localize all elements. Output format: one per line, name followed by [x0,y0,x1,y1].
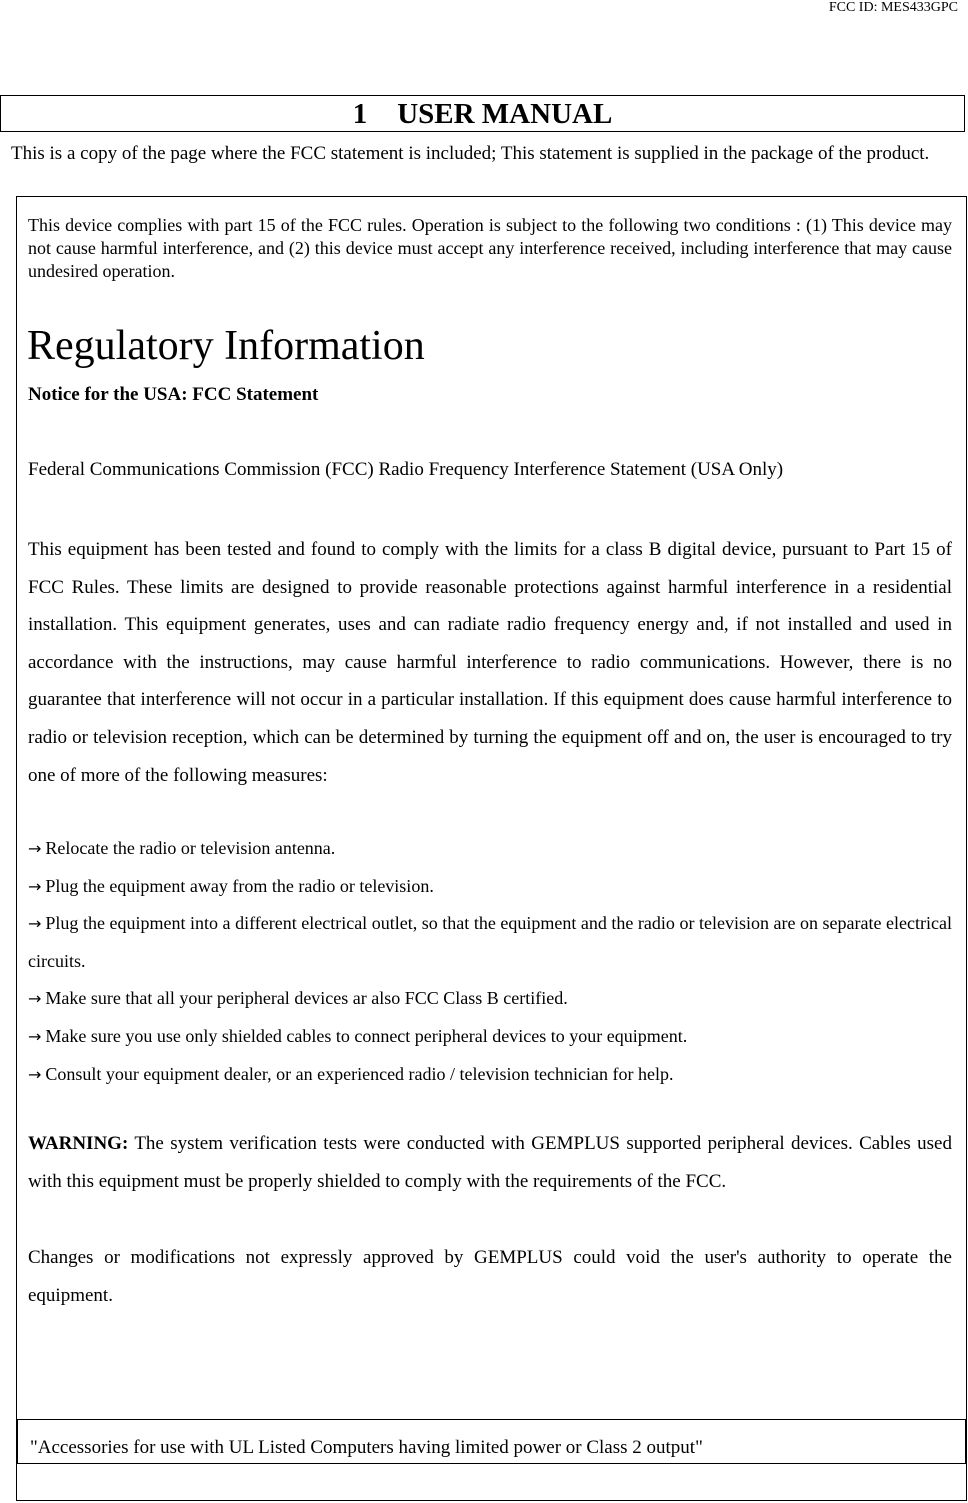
arrow-right-icon: → [28,876,42,896]
section-title-text: USER MANUAL [397,98,613,130]
list-item: → Relocate the radio or television antenna. [28,838,336,858]
list-item: → Consult your equipment dealer, or an experienced radio / television technician for help. [28,1063,674,1084]
arrow-right-icon: → [28,1064,42,1084]
warning-label: WARNING: [28,1133,129,1154]
arrow-right-icon: → [28,989,42,1009]
list-item: → Make sure you use only shielded cables to connect peripheral devices to your equipment. [28,1025,688,1046]
notice-heading: Notice for the USA: FCC Statement [28,384,319,405]
arrow-right-icon: → [28,1026,42,1046]
warning-text: The system verification tests were conducted with GEMPLUS supported peripheral devices. Cables used with this equipment must be properly shielded to comply with the requirements of the FCC. [28,1133,952,1192]
compliance-statement: This device complies with part 15 of the FCC rules. Operation is subject to the following two conditions : (1) This device may not cause harmful interference, and (2) this device must accept any interference received, including interference that may cause undesired operation. [28,215,952,281]
changes-paragraph: Changes or modifications not expressly approved by GEMPLUS could void the user's authority to operate the equipment. [28,1247,952,1306]
intro-text: This is a copy of the page where the FCC statement is included; This statement is supplied in the package of the product. [11,143,930,164]
list-item: → Plug the equipment into a different electrical outlet, so that the equipment and the radio or television are on separate electrical circuits. [28,913,952,971]
section-number: 1 [352,98,368,130]
list-item: → Plug the equipment away from the radio or television. [28,875,434,896]
ul-accessories-note: "Accessories for use with UL Listed Computers having limited power or Class 2 output" [17,1419,966,1464]
regulatory-heading: Regulatory Information [27,323,425,369]
arrow-right-icon: → [28,914,42,934]
measures-list [28,830,952,1093]
list-item: → Make sure that all your peripheral devices ar also FCC Class B certified. [28,988,568,1009]
section-title [0,95,965,132]
arrow-right-icon: → [28,839,42,858]
fcc-statement-box [16,196,967,1501]
fcc-interference-title: Federal Communications Commission (FCC) Radio Frequency Interference Statement (USA Only) [28,459,784,480]
fcc-body-paragraph: This equipment has been tested and found to comply with the limits for a class B digital device, pursuant to Part 15 of FCC Rules. These limits are designed to provide reasonable protections against harmful interference in a residential installation. This equipment generates, uses and can radiate radio frequency energy and, if not installed and used in accordance with the instructions, may cause harmful interference to radio communications. However, there is no guarantee that interference will not occur in a particular installation. If this equipment does cause harmful interference to radio or television reception, which can be determined by turning the equipment off and on, the user is encouraged to try one of more of the following measures: [28,539,952,786]
fcc-id-header: FCC ID: MES433GPC [828,0,958,15]
warning-paragraph [28,1125,952,1200]
